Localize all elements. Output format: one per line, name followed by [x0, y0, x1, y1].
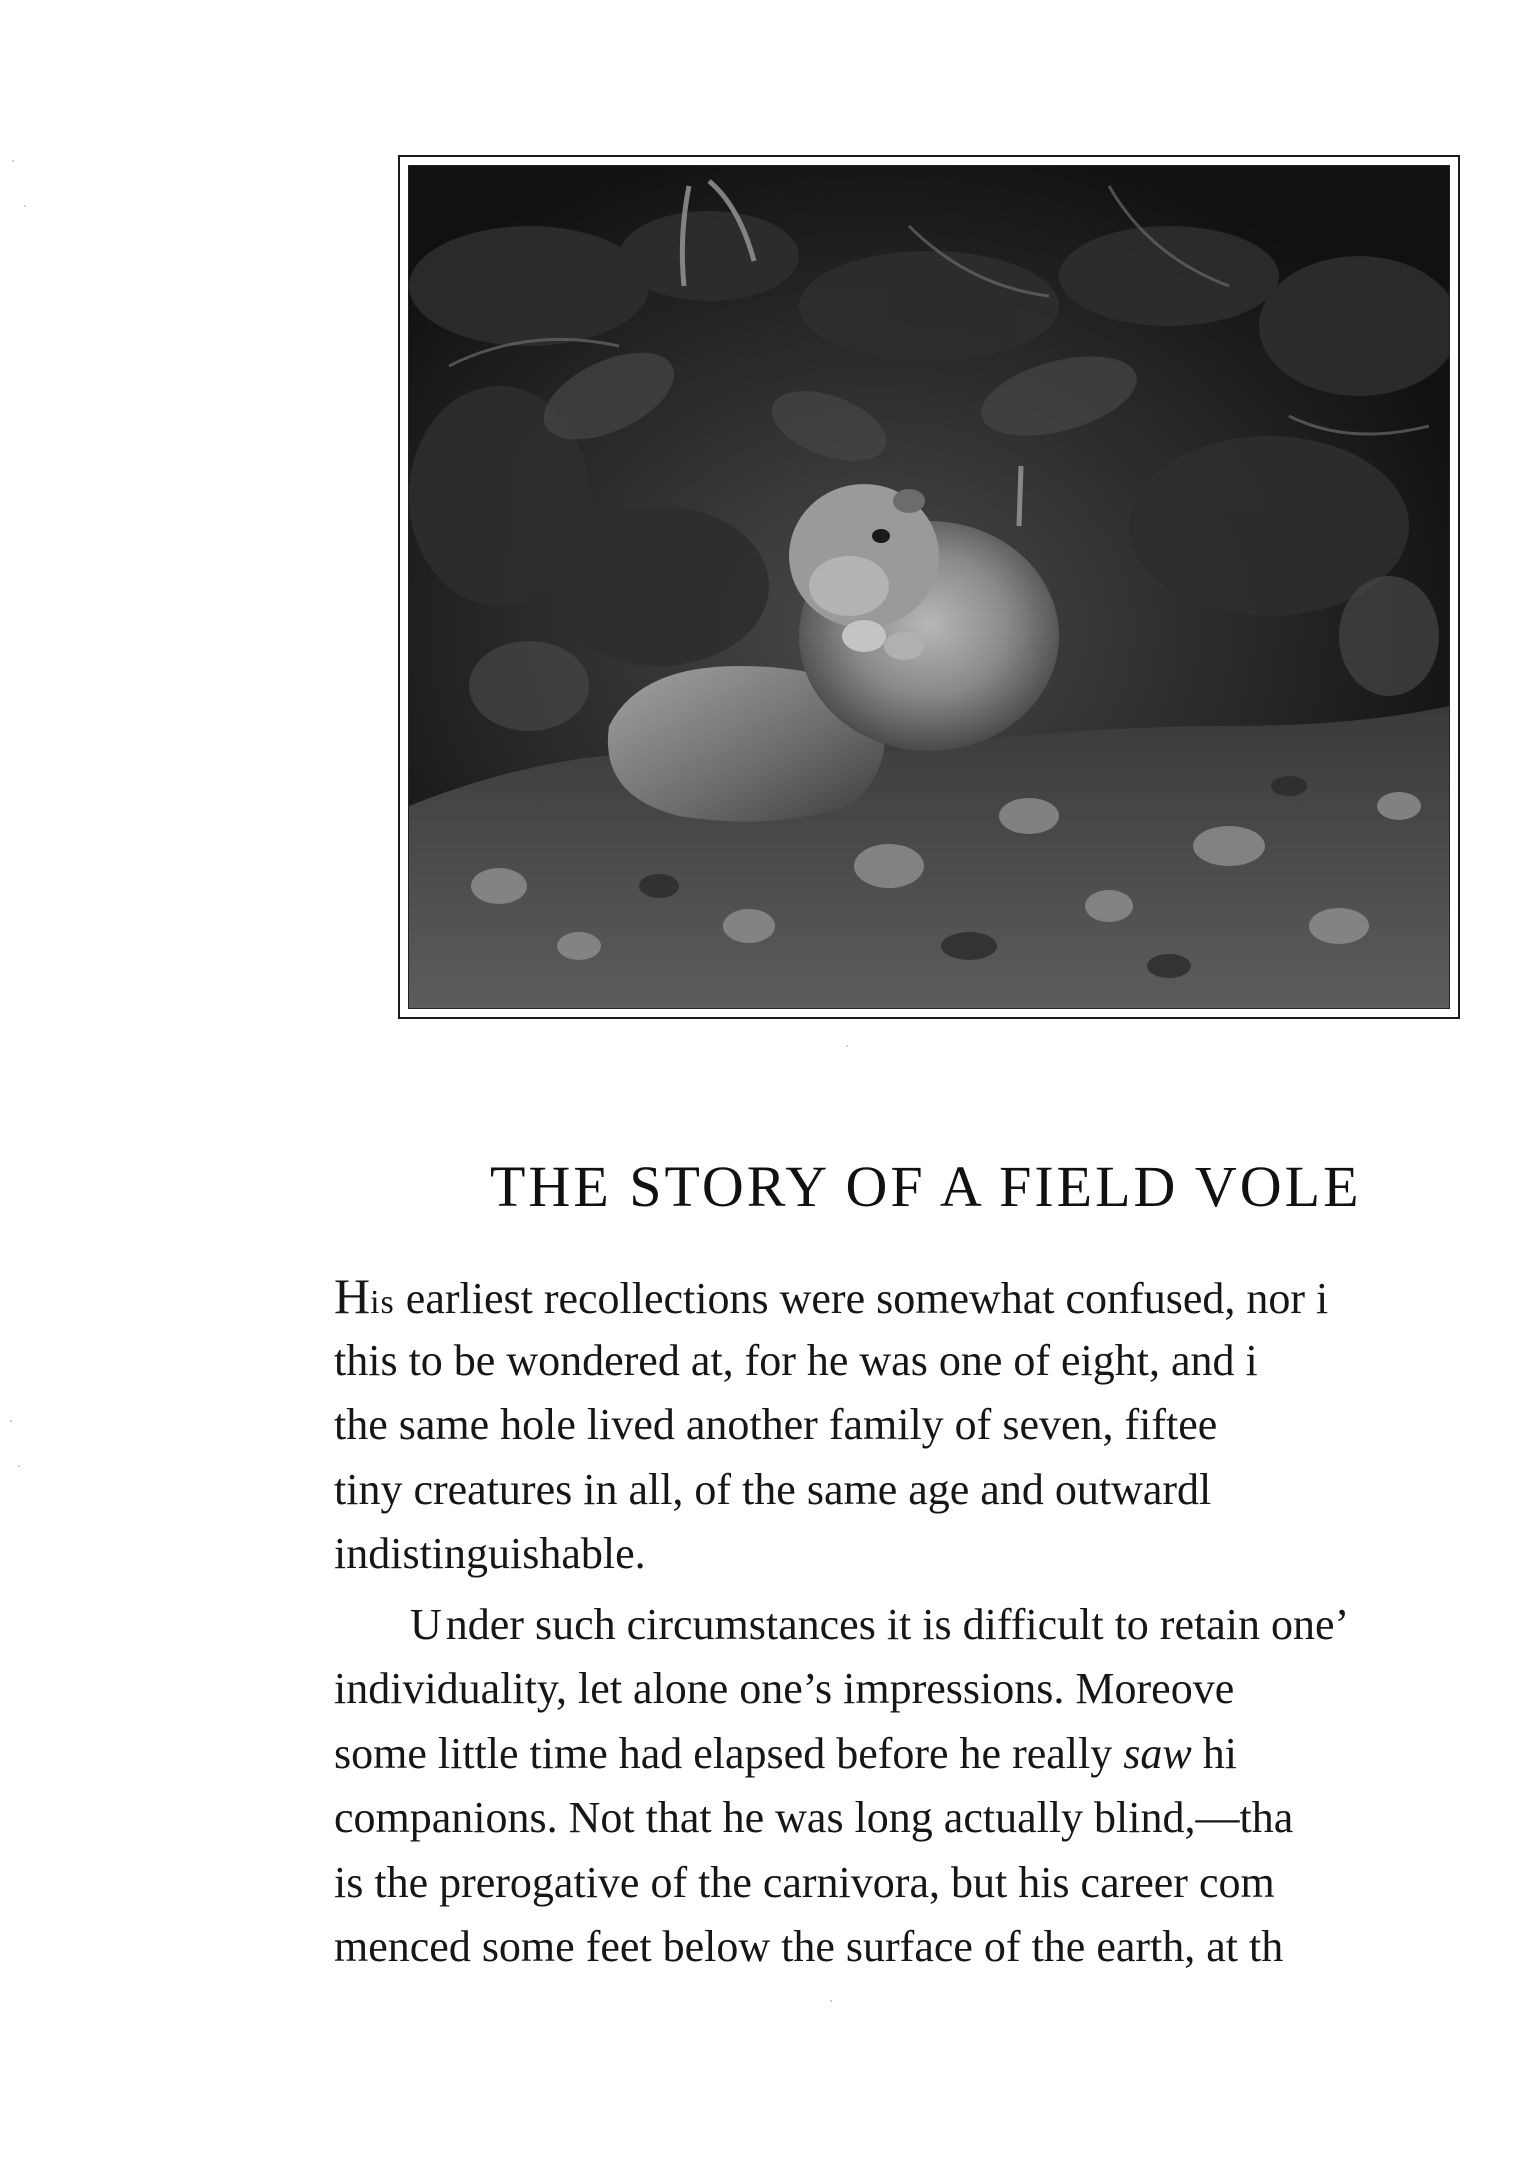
italic-word: saw [1123, 1728, 1192, 1778]
paper-speck [846, 1045, 848, 1047]
text-span: some little time had elapsed before he really [334, 1728, 1124, 1778]
text-span: nder such circumstances it is difficult to retain one’ [445, 1599, 1350, 1649]
field-vole-photograph [408, 165, 1450, 1009]
field-vole-photo-drawing [409, 166, 1449, 1008]
chapter-title: THE STORY OF A FIELD VOLE [490, 1154, 1362, 1219]
text-span: earliest recollections were somewhat confused, nor i [394, 1274, 1329, 1323]
initial-letter: U [410, 1599, 446, 1649]
paragraph-2 [334, 1593, 1520, 1980]
text-line: companions. Not that he was long actually blind,—tha [334, 1793, 1294, 1842]
text-line [334, 1264, 1520, 1329]
text-span: hi [1191, 1728, 1237, 1778]
small-caps-word: is [370, 1284, 395, 1321]
text-line: menced some feet below the surface of the earth, at th [334, 1922, 1284, 1971]
text-line: this to be wondered at, for he was one of eight, and i [334, 1335, 1258, 1385]
paragraph-1 [334, 1264, 1520, 1587]
paper-speck [18, 1465, 20, 1467]
body-text [334, 1264, 1520, 1980]
text-line: indistinguishable. [334, 1529, 646, 1578]
photo-plate [398, 155, 1460, 1019]
initial-letter: H [334, 1268, 371, 1324]
paper-speck [24, 205, 26, 207]
text-line [334, 1722, 1520, 1787]
paper-speck [10, 1420, 12, 1422]
text-line: the same hole lived another family of seven, fiftee [334, 1400, 1218, 1449]
text-line: individuality, let alone one’s impressions. Moreove [334, 1664, 1235, 1713]
paper-speck [12, 160, 14, 162]
text-line: is the prerogative of the carnivora, but his career com [334, 1857, 1275, 1907]
text-line: tiny creatures in all, of the same age and outwardl [334, 1464, 1212, 1514]
text-line [334, 1593, 1520, 1658]
paper-speck [830, 2000, 832, 2002]
